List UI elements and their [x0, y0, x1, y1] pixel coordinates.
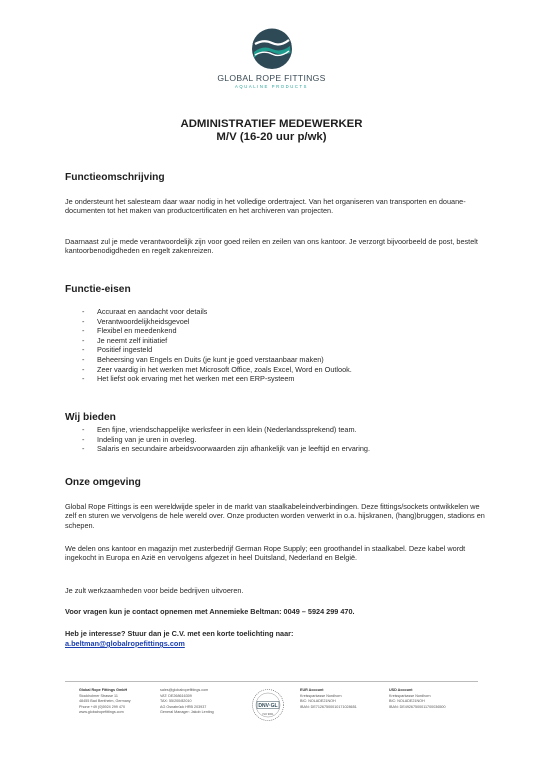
section-heading-functie-eisen: Functie-eisen: [65, 284, 131, 295]
rope-fittings-logo-icon: [251, 28, 293, 70]
list-item: - Het liefst ook ervaring met het werken met een ERP-systeem: [82, 374, 352, 384]
company-logo: [0, 28, 543, 89]
footer-text: 48455 Bad Bentheim, Germany: [79, 699, 131, 704]
footer-legal-info: [160, 688, 214, 716]
list-item: - Verantwoordelijkheidsgevoel: [82, 317, 352, 327]
certification-seal-icon: [251, 688, 285, 722]
list-item: - Je neemt zelf initiatief: [82, 336, 352, 346]
footer-text: Phone +49 (0)5924 299 470: [79, 704, 126, 709]
footer-text: AG Osnabrück HRB 203937: [160, 704, 207, 709]
footer-email: sales@globalropefittings.com: [160, 688, 209, 692]
list-item: - Indeling van je uren in overleg.: [82, 435, 370, 445]
footer-divider: [65, 681, 478, 682]
footer-text: BIC: NOLADE21NOH: [300, 699, 336, 704]
job-title: ADMINISTRATIEF MEDEWERKER: [180, 118, 363, 130]
footer-company-info: [79, 688, 131, 716]
footer-text: www.globalropefittings.com: [79, 710, 124, 715]
list-item: - Beheersing van Engels en Duits (je kunt je goed verstaanbaar maken): [82, 355, 352, 365]
footer-text: General Manager: Jakob Lenting: [160, 710, 214, 715]
cert-subtext: ISO 9001: [262, 713, 274, 716]
omgeving-paragraph-2: We delen ons kantoor en magazijn met zusterbedrijf German Rope Supply; een groothandel in staalkabel. Deze kabel wordt ingekocht in Europa en Azië en vervolgens afgezet in heel Duitsland, Nederland en België.: [65, 544, 466, 563]
footer-text: IBAN: DE71267500010171028651: [300, 704, 357, 709]
footer-eur-account: [300, 688, 357, 710]
footer-account-heading: EUR Account: [300, 688, 324, 692]
email-link[interactable]: a.beltman@globalropefittings.com: [65, 639, 185, 648]
footer-text: BIC: NOLADE21NOH: [389, 699, 425, 704]
section-heading-functieomschrijving: Functieomschrijving: [65, 172, 165, 183]
logo-tagline: AQUALINE PRODUCTS: [234, 84, 309, 89]
footer-text: TAX: 55/200/82010: [160, 699, 192, 704]
list-item: - Zeer vaardig in het werken met Microsoft Office, zoals Excel, Word en Outlook.: [82, 365, 352, 375]
footer-account-heading: USD Account: [389, 688, 413, 692]
section-heading-wij-bieden: Wij bieden: [65, 412, 116, 423]
requirements-list: [82, 307, 352, 384]
functie-paragraph-2: Daarnaast zul je mede verantwoordelijk zijn voor goed reilen en zeilen van ons kantoor. Je verzorgt bijvoorbeeld de post, bestelt kantoorbenodigdheden en regelt zakenreizen.: [65, 237, 478, 256]
footer-text: Kreissparkasse Nordhorn: [300, 693, 342, 698]
list-item: - Salaris en secundaire arbeidsvoorwaarden zijn afhankelijk van je leeftijd en ervaring.: [82, 444, 370, 454]
functie-paragraph-1: Je ondersteunt het salesteam daar waar nodig in het volledige ordertraject. Van het organiseren van transporten en douane-documenten tot het maken van productcertificaten en het archiveren van projecten.: [65, 197, 466, 216]
list-item: - Positief ingesteld: [82, 345, 352, 355]
contact-line: Voor vragen kun je contact opnemen met Annemieke Beltman: 0049 – 5924 299 470.: [65, 607, 355, 616]
footer-text: Stockholmer Strasse 11: [79, 693, 118, 698]
logo-company-name: GLOBAL ROPE FITTINGS: [217, 73, 326, 83]
footer-text: Kreissparkasse Nordhorn: [389, 693, 431, 698]
footer-usd-account: [389, 688, 446, 710]
dnv-certification-badge: [251, 688, 285, 727]
email-line: [65, 639, 485, 648]
omgeving-paragraph-3: Je zult werkzaamheden voor beide bedrijven uitvoeren.: [65, 586, 244, 595]
footer-text: IBAN: DE49267500011700036500: [389, 704, 446, 709]
list-item: - Flexibel en meedenkend: [82, 326, 352, 336]
footer-text: VAT: DE268616309: [160, 693, 192, 698]
section-heading-onze-omgeving: Onze omgeving: [65, 477, 141, 488]
footer-company-name: Global Rope Fittings GmbH: [79, 688, 128, 692]
cert-text: DNV·GL: [258, 703, 278, 709]
list-item: - Een fijne, vriendschappelijke werksfeer in een klein (Nederlandssprekend) team.: [82, 425, 370, 435]
interest-line: Heb je interesse? Stuur dan je C.V. met een korte toelichting naar:: [65, 629, 294, 638]
job-hours: M/V (16-20 uur p/wk): [216, 131, 327, 143]
omgeving-paragraph-1: Global Rope Fittings is een wereldwijde speler in de markt van staalkabeleindverbindingen. Deze fittings/sockets ontwikkelen we zelf en sturen we vervolgens de hele wereld over. Onze producten worden verwerkt in o.a. hijskranen, (hang)bruggen, stadions en schepen.: [65, 502, 485, 530]
list-item: - Accuraat en aandacht voor details: [82, 307, 352, 317]
offer-list: [82, 425, 370, 454]
